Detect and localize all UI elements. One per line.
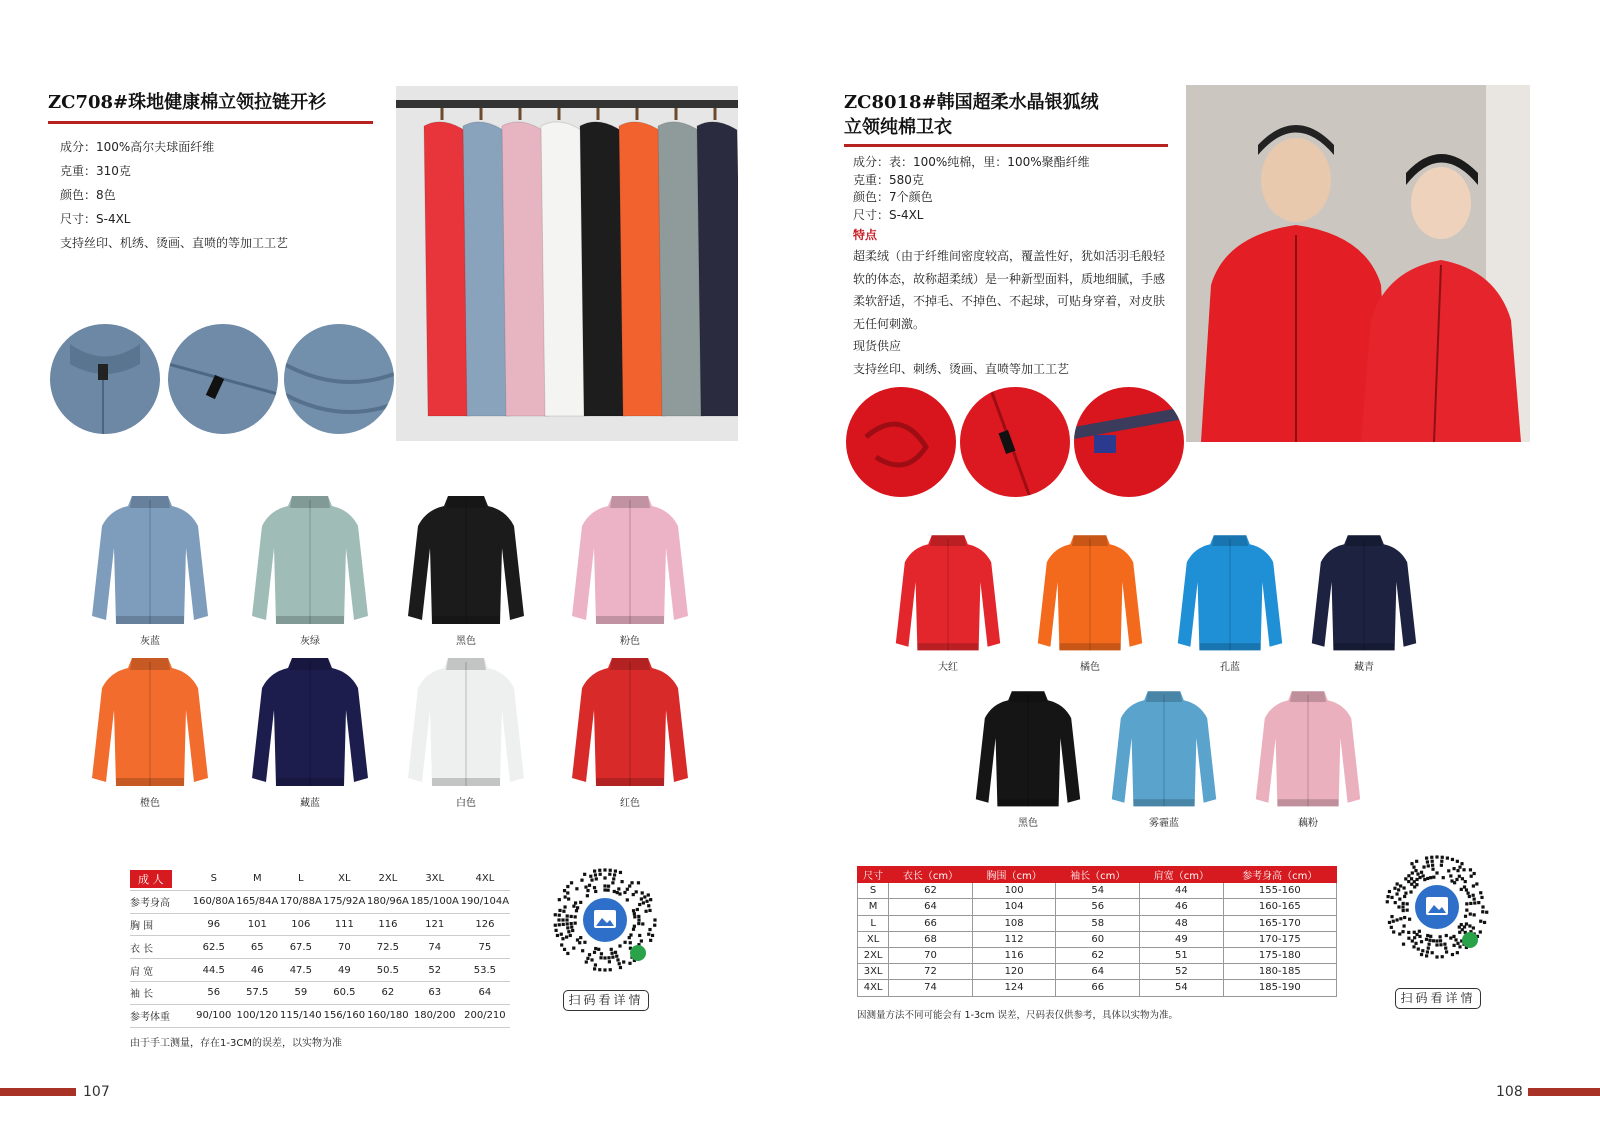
color-swatch (1304, 528, 1424, 673)
table-cell: 90/100 (192, 1004, 236, 1027)
table-header-row (130, 868, 510, 890)
fabric-detail-zipper (168, 324, 278, 434)
table-cell: 65 (236, 936, 280, 959)
color-swatch (90, 650, 210, 809)
table-row (130, 936, 510, 959)
swatch-label: 孔蓝 (1220, 662, 1240, 673)
right-table-note: 因测量方法不同可能会有 1-3cm 误差，尺码表仅供参考，具体以实物为准。 (857, 1009, 1179, 1021)
spec-line: 尺寸：S-4XL (60, 212, 131, 226)
table-cell: 64 (889, 899, 973, 915)
feature-line: 软的体态，故称超柔绒）是一种新型面料，质地细腻，手感 (853, 271, 1166, 286)
table-row (858, 899, 1337, 915)
jacket-image (1170, 528, 1290, 654)
jacket-image (1304, 528, 1424, 654)
table-row (858, 980, 1337, 996)
table-cell: 74 (410, 936, 460, 959)
spec-line: 克重：310克 (60, 164, 131, 178)
table-cell: 190/104A (460, 890, 510, 913)
jacket-image (570, 488, 690, 628)
left-table-note: 由于手工测量，存在1-3CM的误差，以实物为准 (130, 1037, 342, 1049)
table-cell: 44 (1140, 883, 1224, 899)
table-cell: 46 (236, 959, 280, 982)
right-page-bar (1528, 1088, 1600, 1096)
table-cell: 52 (410, 959, 460, 982)
color-swatch (570, 488, 690, 647)
color-swatch (1170, 528, 1290, 673)
table-cell: 116 (366, 913, 410, 936)
table-cell: 111 (323, 913, 367, 936)
table-cell: 106 (279, 913, 323, 936)
swatch-label: 黑色 (1018, 818, 1038, 829)
left-size-table (130, 868, 510, 1049)
jacket-image (1104, 684, 1224, 810)
table-cell: 68 (889, 931, 973, 947)
models-photo (1186, 85, 1530, 442)
table-cell: 44.5 (192, 959, 236, 982)
table-row (858, 931, 1337, 947)
jacket-image (406, 650, 526, 790)
row-label: 衣 长 (130, 936, 192, 959)
table-cell: 156/160 (323, 1004, 367, 1027)
table-cell: 160/180 (366, 1004, 410, 1027)
right-specs (853, 154, 1165, 380)
table-row (130, 981, 510, 1004)
column-header: 衣长（cm） (889, 867, 973, 883)
right-title-rule (844, 144, 1168, 147)
feature-line: 柔软舒适，不掉毛、不掉色、不起球，可贴身穿着，对皮肤 (853, 294, 1166, 308)
feature-line: 现货供应 (853, 339, 902, 353)
table-cell: 54 (1056, 883, 1140, 899)
right-page-number: 108 (1496, 1084, 1523, 1100)
feature-label: 特点 (853, 228, 878, 242)
column-header: 袖长（cm） (1056, 867, 1140, 883)
table-cell: 59 (279, 981, 323, 1004)
table-cell: 185/100A (410, 890, 460, 913)
table-cell: 58 (1056, 915, 1140, 931)
column-header: 肩宽（cm） (1140, 867, 1224, 883)
table-row (130, 1004, 510, 1027)
swatch-label: 灰蓝 (140, 636, 160, 647)
jacket-image (90, 650, 210, 790)
table-row (130, 959, 510, 982)
swatch-label: 藏青 (1354, 662, 1374, 673)
spec-line: 成分：100%高尔夫球面纤维 (60, 140, 215, 154)
table-cell: XL (858, 931, 889, 947)
table-cell: 200/210 (460, 1004, 510, 1027)
swatch-label: 红色 (620, 798, 640, 809)
table-row (858, 883, 1337, 899)
row-label: 参考体重 (130, 1004, 192, 1027)
table-cell: 165/84A (236, 890, 280, 913)
table-cell: 60 (1056, 931, 1140, 947)
table-cell: 51 (1140, 947, 1224, 963)
table-cell: 170-175 (1223, 931, 1336, 947)
table-cell: 155-160 (1223, 883, 1336, 899)
spec-line: 尺寸：S-4XL (853, 207, 924, 222)
fabric-detail-collar (50, 324, 160, 434)
table-cell: 96 (192, 913, 236, 936)
swatch-label: 黑色 (456, 636, 476, 647)
table-cell: 185-190 (1223, 980, 1336, 996)
spec-line: 颜色：8色 (60, 188, 116, 202)
swatch-label: 灰绿 (300, 636, 320, 647)
swatch-label: 藏蓝 (300, 798, 320, 809)
table-cell: 104 (972, 899, 1056, 915)
table-row (858, 964, 1337, 980)
table-cell: 62.5 (192, 936, 236, 959)
table-cell: 46 (1140, 899, 1224, 915)
table-cell: 57.5 (236, 981, 280, 1004)
jacket-image (250, 650, 370, 790)
table-cell: 116 (972, 947, 1056, 963)
table-row (130, 890, 510, 913)
feature-line: 无任何刺激。 (853, 316, 926, 331)
spec-line: 克重：580克 (853, 172, 924, 187)
color-swatch (888, 528, 1008, 673)
row-label: 肩 宽 (130, 959, 192, 982)
table-cell: 2XL (858, 947, 889, 963)
table-cell: 50.5 (366, 959, 410, 982)
color-swatch (968, 684, 1088, 829)
table-cell: 49 (1140, 931, 1224, 947)
color-swatch (406, 650, 526, 809)
table-cell: 66 (889, 915, 973, 931)
table-cell: 56 (1056, 899, 1140, 915)
table-cell: 101 (236, 913, 280, 936)
table-cell: 67.5 (279, 936, 323, 959)
table-cell: 48 (1140, 915, 1224, 931)
table-cell: 165-170 (1223, 915, 1336, 931)
size-header: 4XL (460, 868, 510, 890)
table-cell: 72 (889, 964, 973, 980)
table-cell: 115/140 (279, 1004, 323, 1027)
feature-line: 超柔绒（由于纤维间密度较高，覆盖性好，犹如活羽毛般轻 (853, 249, 1166, 263)
color-swatch (406, 488, 526, 647)
size-header: M (236, 868, 280, 890)
swatch-label: 雾霾蓝 (1149, 818, 1179, 829)
table-cell: L (858, 915, 889, 931)
adult-label: 成 人 (130, 870, 172, 888)
table-cell: 60.5 (323, 981, 367, 1004)
hanging-garments-photo (396, 86, 738, 441)
size-header: 3XL (410, 868, 460, 890)
table-cell: 160-165 (1223, 899, 1336, 915)
swatch-label: 橘色 (1080, 662, 1100, 673)
left-product-title: ZC708#珠地健康棉立领拉链开衫 (48, 92, 327, 113)
jacket-image (1248, 684, 1368, 810)
row-label: 参考身高 (130, 890, 192, 913)
table-cell: 54 (1140, 980, 1224, 996)
table-cell: 160/80A (192, 890, 236, 913)
table-row (130, 913, 510, 936)
right-product-title (844, 90, 1099, 140)
left-page-bar (0, 1088, 76, 1096)
table-cell: 175-180 (1223, 947, 1336, 963)
right-qr-caption: 扫码看详情 (1395, 988, 1481, 1009)
fabric-detail-texture (284, 324, 394, 434)
row-label: 袖 长 (130, 981, 192, 1004)
color-swatch (1030, 528, 1150, 673)
table-cell: 70 (323, 936, 367, 959)
table-cell: 4XL (858, 980, 889, 996)
fabric-detail-zipper-red (960, 387, 1070, 497)
fabric-detail-label (1074, 387, 1184, 497)
color-swatch (570, 650, 690, 809)
color-swatch (1248, 684, 1368, 829)
right-qr-code[interactable] (1382, 852, 1492, 962)
table-cell: 112 (972, 931, 1056, 947)
table-cell: 180/200 (410, 1004, 460, 1027)
table-cell: 64 (1056, 964, 1140, 980)
table-cell: 49 (323, 959, 367, 982)
size-header: L (279, 868, 323, 890)
table-cell: 100 (972, 883, 1056, 899)
spec-line: 颜色：7个颜色 (853, 190, 933, 204)
left-title-rule (48, 121, 373, 124)
table-cell: 180/96A (366, 890, 410, 913)
size-header: S (192, 868, 236, 890)
left-specs (60, 135, 288, 255)
jacket-image (968, 684, 1088, 810)
color-swatch (250, 650, 370, 809)
spec-line: 支持丝印、机绣、烫画、直喷的等加工工艺 (60, 236, 289, 250)
size-header: 2XL (366, 868, 410, 890)
table-cell: 52 (1140, 964, 1224, 980)
left-page-number: 107 (83, 1084, 110, 1100)
left-qr-code[interactable] (550, 865, 660, 975)
right-title-line2: 立领纯棉卫衣 (844, 117, 952, 138)
table-cell: 47.5 (279, 959, 323, 982)
swatch-label: 白色 (456, 798, 476, 809)
table-cell: 72.5 (366, 936, 410, 959)
table-row (858, 947, 1337, 963)
jacket-image (570, 650, 690, 790)
swatch-label: 橙色 (140, 798, 160, 809)
table-cell: S (858, 883, 889, 899)
table-cell: 56 (192, 981, 236, 1004)
table-cell: 175/92A (323, 890, 367, 913)
row-label: 胸 围 (130, 913, 192, 936)
table-cell: 121 (410, 913, 460, 936)
jacket-image (90, 488, 210, 628)
table-cell: 108 (972, 915, 1056, 931)
jacket-image (888, 528, 1008, 654)
color-swatch (250, 488, 370, 647)
table-cell: 70 (889, 947, 973, 963)
table-row (858, 915, 1337, 931)
color-swatch (1104, 684, 1224, 829)
table-cell: 180-185 (1223, 964, 1336, 980)
table-cell: 170/88A (279, 890, 323, 913)
swatch-label: 粉色 (620, 636, 640, 647)
column-header: 胸围（cm） (972, 867, 1056, 883)
table-cell: 53.5 (460, 959, 510, 982)
table-cell: 63 (410, 981, 460, 1004)
table-cell: 74 (889, 980, 973, 996)
hanging-garments-image (396, 86, 738, 441)
table-cell: 3XL (858, 964, 889, 980)
table-cell: 100/120 (236, 1004, 280, 1027)
fabric-detail-fleece (846, 387, 956, 497)
column-header: 尺寸 (858, 867, 889, 883)
color-swatch (90, 488, 210, 647)
left-qr-caption: 扫码看详情 (563, 990, 649, 1011)
table-cell: 120 (972, 964, 1056, 980)
swatch-label: 藕粉 (1298, 818, 1318, 829)
feature-line: 支持丝印、刺绣、烫画、直喷等加工工艺 (853, 361, 1070, 376)
table-cell: 75 (460, 936, 510, 959)
spec-line: 成分：表：100%纯棉，里：100%聚酯纤维 (853, 155, 1090, 169)
table-cell: 66 (1056, 980, 1140, 996)
right-size-table (857, 866, 1337, 1021)
table-cell: 62 (1056, 947, 1140, 963)
jacket-image (406, 488, 526, 628)
table-cell: M (858, 899, 889, 915)
table-cell: 124 (972, 980, 1056, 996)
size-header: XL (323, 868, 367, 890)
jacket-image (250, 488, 370, 628)
jacket-image (1030, 528, 1150, 654)
table-cell: 126 (460, 913, 510, 936)
table-cell: 62 (366, 981, 410, 1004)
models-image (1186, 85, 1530, 442)
column-header: 参考身高（cm） (1223, 867, 1336, 883)
table-cell: 62 (889, 883, 973, 899)
table-header-row (858, 867, 1337, 883)
swatch-label: 大红 (938, 662, 958, 673)
table-cell: 64 (460, 981, 510, 1004)
right-title-line1: ZC8018#韩国超柔水晶银狐绒 (844, 92, 1099, 113)
